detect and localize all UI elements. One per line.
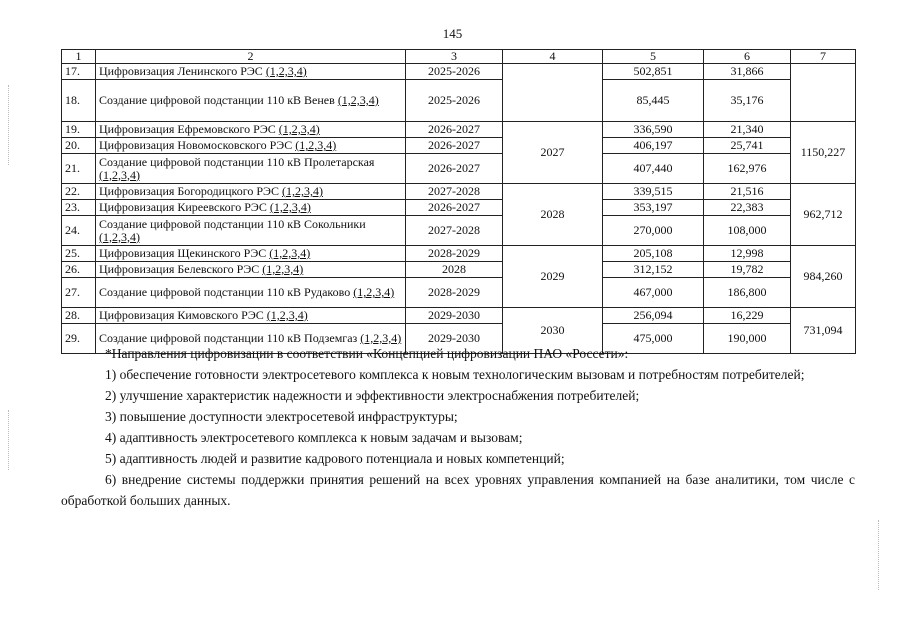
group-year-cell: 2029 <box>503 246 603 308</box>
years-cell: 2026-2027 <box>406 122 503 138</box>
value-col6: 162,976 <box>704 154 791 184</box>
direction-codes: (1,2,3,4) <box>265 64 307 78</box>
direction-codes: (1,2,3,4) <box>360 331 402 345</box>
group-total-cell: 731,094 <box>791 308 856 354</box>
row-number: 28. <box>62 308 96 324</box>
years-cell: 2027-2028 <box>406 184 503 200</box>
table-row <box>62 138 856 154</box>
direction-codes: (1,2,3,4) <box>337 93 379 107</box>
years-cell: 2029-2030 <box>406 308 503 324</box>
direction-codes: (1,2,3,4) <box>99 229 140 244</box>
table-row <box>62 184 856 200</box>
direction-codes: (1,2,3,4) <box>269 200 311 214</box>
table-row <box>62 278 856 308</box>
column-header: 4 <box>503 50 603 64</box>
table-row <box>62 80 856 122</box>
value-col5: 406,197 <box>603 138 704 154</box>
value-col5: 312,152 <box>603 262 704 278</box>
scan-margin-mark <box>8 410 9 470</box>
project-name <box>96 138 406 154</box>
years-cell: 2027-2028 <box>406 216 503 246</box>
row-number: 23. <box>62 200 96 216</box>
footnote-item: 3) повышение доступности электросетевой инфраструктуры; <box>105 409 458 424</box>
years-cell: 2026-2027 <box>406 154 503 184</box>
group-total-cell: 962,712 <box>791 184 856 246</box>
value-col5: 407,440 <box>603 154 704 184</box>
direction-codes: (1,2,3,4) <box>262 262 304 276</box>
project-name <box>96 200 406 216</box>
value-col5: 475,000 <box>603 324 704 354</box>
value-col6: 25,741 <box>704 138 791 154</box>
direction-codes: (1,2,3,4) <box>99 167 140 182</box>
project-title: Создание цифровой подстанции 110 кВ Венев <box>99 93 335 107</box>
row-number: 26. <box>62 262 96 278</box>
table-row <box>62 122 856 138</box>
years-cell: 2028 <box>406 262 503 278</box>
project-title: Создание цифровой подстанции 110 кВ Рудаково <box>99 285 351 299</box>
footnote-section <box>61 343 855 511</box>
direction-codes: (1,2,3,4) <box>281 184 323 198</box>
direction-codes: (1,2,3,4) <box>295 138 337 152</box>
page-number: 145 <box>442 26 463 41</box>
footnote-item: 5) адаптивность людей и развитие кадрового потенциала и новых компетенций; <box>105 451 565 466</box>
group-year-cell: 2030 <box>503 308 603 354</box>
footnote-intro: *Направления цифровизации в соответствии «Концепцией цифровизации ПАО «Россети»: <box>105 346 629 361</box>
project-title: Цифровизация Кимовского РЭС <box>99 308 264 322</box>
value-col5: 336,590 <box>603 122 704 138</box>
value-col5: 270,000 <box>603 216 704 246</box>
row-number: 25. <box>62 246 96 262</box>
value-col6: 35,176 <box>704 80 791 122</box>
group-year-cell <box>503 64 603 122</box>
row-number: 24. <box>62 216 96 246</box>
row-number: 29. <box>62 324 96 354</box>
row-number: 20. <box>62 138 96 154</box>
funding-table <box>61 49 856 354</box>
value-col6: 108,000 <box>704 216 791 246</box>
column-header: 2 <box>96 50 406 64</box>
table-row <box>62 308 856 324</box>
project-name <box>96 184 406 200</box>
column-header: 3 <box>406 50 503 64</box>
value-col6: 21,516 <box>704 184 791 200</box>
value-col5: 502,851 <box>603 64 704 80</box>
group-total-cell <box>791 64 856 122</box>
table-row <box>62 64 856 80</box>
row-number: 17. <box>62 64 96 80</box>
project-name <box>96 278 406 308</box>
project-title: Цифровизация Богородицкого РЭС <box>99 184 279 198</box>
direction-codes: (1,2,3,4) <box>278 122 320 136</box>
value-col5: 85,445 <box>603 80 704 122</box>
value-col5: 353,197 <box>603 200 704 216</box>
group-total-cell: 1150,227 <box>791 122 856 184</box>
years-cell: 2025-2026 <box>406 80 503 122</box>
project-title: Цифровизация Новомосковского РЭС <box>99 138 293 152</box>
row-number: 22. <box>62 184 96 200</box>
table-header-row <box>62 50 856 64</box>
row-number: 19. <box>62 122 96 138</box>
value-col6: 16,229 <box>704 308 791 324</box>
project-name <box>96 154 406 184</box>
value-col5: 205,108 <box>603 246 704 262</box>
column-header: 5 <box>603 50 704 64</box>
project-title: Цифровизация Щекинского РЭС <box>99 246 267 260</box>
column-header: 6 <box>704 50 791 64</box>
project-title: Создание цифровой подстанции 110 кВ Сокольники <box>99 216 366 231</box>
value-col6: 186,800 <box>704 278 791 308</box>
value-col5: 256,094 <box>603 308 704 324</box>
table-row <box>62 154 856 184</box>
project-name <box>96 64 406 80</box>
value-col5: 339,515 <box>603 184 704 200</box>
group-year-cell: 2028 <box>503 184 603 246</box>
direction-codes: (1,2,3,4) <box>266 308 308 322</box>
table-row <box>62 216 856 246</box>
project-title: Создание цифровой подстанции 110 кВ Пролетарская <box>99 154 375 169</box>
group-total-cell: 984,260 <box>791 246 856 308</box>
footnote-item: 1) обеспечение готовности электросетевого комплекса к новым технологическим вызовам и потребностям потребителей; <box>105 367 805 382</box>
project-name <box>96 262 406 278</box>
value-col6: 12,998 <box>704 246 791 262</box>
project-name <box>96 216 406 246</box>
years-cell: 2028-2029 <box>406 246 503 262</box>
project-title: Цифровизация Белевского РЭС <box>99 262 260 276</box>
years-cell: 2026-2027 <box>406 138 503 154</box>
column-header: 7 <box>791 50 856 64</box>
table-row <box>62 262 856 278</box>
project-title: Цифровизация Ленинского РЭС <box>99 64 263 78</box>
years-cell: 2028-2029 <box>406 278 503 308</box>
direction-codes: (1,2,3,4) <box>353 285 395 299</box>
row-number: 27. <box>62 278 96 308</box>
project-title: Создание цифровой подстанции 110 кВ Подземгаз <box>99 331 358 345</box>
column-header: 1 <box>62 50 96 64</box>
value-col6: 22,383 <box>704 200 791 216</box>
years-cell: 2025-2026 <box>406 64 503 80</box>
row-number: 18. <box>62 80 96 122</box>
project-name <box>96 308 406 324</box>
row-number: 21. <box>62 154 96 184</box>
table-row <box>62 246 856 262</box>
years-cell: 2029-2030 <box>406 324 503 354</box>
project-name <box>96 122 406 138</box>
value-col6: 31,866 <box>704 64 791 80</box>
table-row <box>62 200 856 216</box>
footnote-item: 6) внедрение системы поддержки принятия решений на всех уровнях управления компанией на базе аналитики, том числе с обработкой больших данных. <box>61 472 855 508</box>
value-col6: 19,782 <box>704 262 791 278</box>
value-col6: 21,340 <box>704 122 791 138</box>
project-name <box>96 80 406 122</box>
group-year-cell: 2027 <box>503 122 603 184</box>
scan-margin-mark <box>878 520 879 590</box>
footnote-item: 4) адаптивность электросетевого комплекса к новым задачам и вызовам; <box>105 430 523 445</box>
years-cell: 2026-2027 <box>406 200 503 216</box>
footnote-item: 2) улучшение характеристик надежности и эффективности электроснабжения потребителей; <box>105 388 640 403</box>
value-col5: 467,000 <box>603 278 704 308</box>
scan-margin-mark <box>8 85 9 165</box>
value-col6: 190,000 <box>704 324 791 354</box>
direction-codes: (1,2,3,4) <box>269 246 311 260</box>
project-name <box>96 246 406 262</box>
project-title: Цифровизация Ефремовского РЭС <box>99 122 276 136</box>
project-title: Цифровизация Киреевского РЭС <box>99 200 267 214</box>
